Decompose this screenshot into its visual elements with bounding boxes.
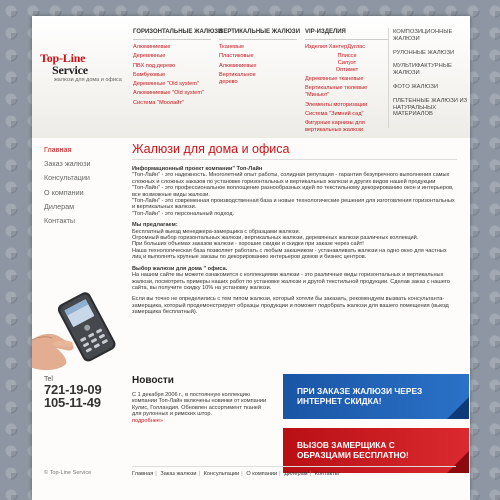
footer-link[interactable]: Главная xyxy=(132,471,154,477)
menu-item[interactable]: Плиссе xyxy=(337,53,357,60)
separator: | xyxy=(241,471,243,477)
sidebar-nav xyxy=(44,146,91,231)
menu-column-horizontal xyxy=(133,29,223,109)
footer-link[interactable]: Дилерам xyxy=(284,471,308,477)
menu-item[interactable]: Деревянные xyxy=(133,53,166,60)
menu-column-vertical xyxy=(219,29,300,88)
copyright: © Top-Line Service xyxy=(44,470,92,476)
sidebar-item-consult[interactable]: Консультации xyxy=(44,173,90,183)
news-more-link[interactable]: подробнее» xyxy=(132,417,164,424)
menu-item[interactable]: Элементы моторизации xyxy=(305,101,368,108)
logo-line2: Service xyxy=(52,63,88,77)
sidebar-item-contacts[interactable]: Контакты xyxy=(44,215,76,225)
menu-item[interactable]: Силуэт xyxy=(337,60,357,67)
menu-item[interactable]: Вертикальное дерево xyxy=(219,71,256,85)
menu-item[interactable]: КОМПОЗИЦИОННЫЕ ЖАЛЮЗИ xyxy=(393,29,453,42)
section-heading: Мы предлагаем: xyxy=(132,222,178,229)
news-item xyxy=(132,392,272,424)
menu-item[interactable]: МУЛЬТИФАКТУРНЫЕ ЖАЛЮЗИ xyxy=(393,63,452,77)
menu-heading[interactable]: VIP-ИЗДЕЛИЯ xyxy=(305,29,389,40)
menu-heading[interactable]: ГОРИЗОНТАЛЬНЫЕ ЖАЛЮЗИ xyxy=(133,29,211,40)
choice-text: На нашем сайте вы можете ознакомится с коллекциями жалюзи - это различные виды горизонтальных и вертикальных жалюзи, посмотреть примеры наших работ по установке жалюзи и другой текстильной продукции. Сделав заказ с нашего сайта, вы получите скидку 10% на установку жалюзи. xyxy=(132,272,450,291)
menu-column-vip xyxy=(305,29,389,136)
menu-item[interactable]: Тканевые xyxy=(219,44,245,50)
menu-item[interactable]: Алюминиевые xyxy=(133,44,171,50)
offer-text: Бесплатный выезд менеджера-замерщика с образцами жалюзи. Огромный выбор горизонтальных жалюзи, вертикальных жалюзи, деревянных жалюзи различных коллекций. При больших объемах заказов жалюзи - хорошие скидки и скидки при заказе через сайт! Наша технологическая база позволяет работать с любым заказчиком - устанавливать жалюзи на одно окно для частных лиц и выполнять крупные заказы по декорированию интерьеров домов и бизнес центров. xyxy=(132,228,447,261)
menu-item[interactable]: Алюминиевые xyxy=(219,62,257,69)
menu-item[interactable]: Изделия ХантерДуглас xyxy=(305,44,366,50)
intro-text: "Топ-Лайн" - это надежность. Многолетний опыт работы, солидная репутация - гарантия безупречного выполнения самых сложных и сложных заказов по установке горизонтальных и вертикальных жалюзи и других видов нашей продукции "Топ-Лайн" - это профессиональное воплощение разнообразных идей по текстильному декорированию окон и интерьеров, все возможные виды жалюзи. "Топ-Лайн" - это современная производственная база и новые технологические решения для изготовления горизонтальных и вертикальных жалюзи. "Топ-Лайн" - это персональный подход. xyxy=(132,172,455,217)
banner-text: ПРИ ЗАКАЗЕ ЖАЛЮЗИ ЧЕРЕЗ ИНТЕРНЕТ СКИДКА! xyxy=(297,386,423,406)
footer-link[interactable]: Контакты xyxy=(314,471,339,477)
menu-item[interactable]: ПЛЕТЕННЫЕ ЖАЛЮЗИ ИЗ НАТУРАЛЬНЫХ МАТЕРИАЛОВ xyxy=(393,97,468,118)
help-text: Если вы точно не определились с тем типом жалюзи, который хотели бы заказать, рекомендуем вызвать консультанта-замерщика, который продемонстрирует образцы продукции и поможет подобрать жалюзи для вашего помещения (выезд замерщика бесплатный). xyxy=(132,296,449,316)
header xyxy=(32,16,470,138)
sidebar-item-dealers[interactable]: Дилерам xyxy=(44,201,75,211)
menu-divider xyxy=(388,28,389,128)
special-menu xyxy=(393,29,469,125)
separator: | xyxy=(198,471,200,477)
menu-item[interactable]: ПВХ под дерево xyxy=(133,62,176,69)
menu-item[interactable]: Деревянные "Old system" xyxy=(133,81,199,88)
news-text: С 1 декабря 2006 г., в постоянную коллекцию компании Топ-Лайн включены новинки от компании Кулис, Голландия. Обновлен ассортимент тканей для рулонных и римских штор. xyxy=(132,392,267,418)
menu-item[interactable]: Бамбуковые xyxy=(133,71,166,78)
news-title: Новости xyxy=(132,375,174,386)
menu-item[interactable]: Алюминиевые "Old system" xyxy=(133,90,205,97)
footer-nav xyxy=(132,466,456,477)
tel-label: Tel xyxy=(44,376,53,383)
logo[interactable] xyxy=(40,52,124,84)
separator: | xyxy=(309,471,311,477)
menu-item[interactable]: Система "Зимний сад" xyxy=(305,110,364,117)
sidebar-item-about[interactable]: О компании xyxy=(44,187,84,197)
menu-item[interactable]: Оптимет xyxy=(335,66,359,73)
footer-link[interactable]: О компании xyxy=(246,471,278,477)
menu-item[interactable]: Фигурные карнизы для вертикальных жалюзи xyxy=(305,120,365,133)
footer-link[interactable]: Заказ жалюзи xyxy=(160,471,197,477)
order-online-banner[interactable] xyxy=(283,374,469,419)
separator: | xyxy=(279,471,281,477)
phone-number-2[interactable]: 105-11-49 xyxy=(44,395,101,410)
section-heading: Информационный проект компании" Топ-Лайн xyxy=(132,166,263,172)
menu-item[interactable]: РУЛОННЫЕ ЖАЛЮЗИ xyxy=(393,49,455,56)
menu-item[interactable]: Вертикальные тюлевые "Миньют" xyxy=(305,85,368,99)
main-content xyxy=(132,142,457,316)
phone-number-1[interactable]: 721-19-09 xyxy=(44,382,102,397)
menu-item[interactable]: ФОТО ЖАЛЮЗИ xyxy=(393,83,438,90)
page-container xyxy=(32,16,470,500)
logo-tagline: жалюзи для дома и офиса xyxy=(54,77,122,83)
contact-phones xyxy=(44,376,101,409)
menu-heading[interactable]: ВЕРТИКАЛЬНЫЕ ЖАЛЮЗИ xyxy=(219,29,297,40)
section-heading: Выбор жалюзи для дома " офиса. xyxy=(132,265,228,272)
footer-link[interactable]: Консультации xyxy=(203,471,240,477)
separator: | xyxy=(155,471,157,477)
menu-item[interactable]: Система "Моолайт" xyxy=(133,99,184,106)
sidebar-item-home[interactable]: Главная xyxy=(44,145,72,154)
menu-item[interactable]: Пластиковые xyxy=(219,53,254,60)
phone-hand-image xyxy=(32,278,130,376)
menu-item[interactable]: Деревянные тканевые xyxy=(305,76,364,83)
sidebar-item-order[interactable]: Заказ жалюзи xyxy=(44,159,91,169)
banner-text: ВЫЗОВ ЗАМЕРЩИКА С ОБРАЗЦАМИ БЕСПЛАТНО! xyxy=(297,440,409,460)
page-title: Жалюзи для дома и офиса xyxy=(132,142,457,160)
banner-corner xyxy=(447,397,469,419)
logo-line1: Top-Line xyxy=(40,51,86,65)
